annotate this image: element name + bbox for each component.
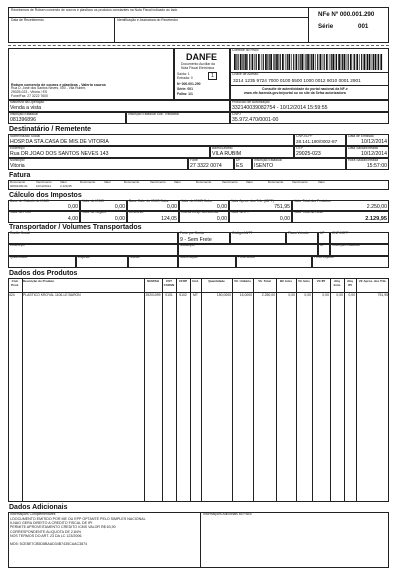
- iest-label: Inscrição Estadual Sub. Tributária: [128, 112, 179, 116]
- produtos-header: Vlr Icms: [298, 279, 310, 283]
- barcode-bar: [375, 54, 377, 70]
- produtos-header: Aliq Icms: [333, 279, 341, 287]
- produtos-cell: 424: [9, 293, 15, 297]
- fatura-header: Valor: [318, 180, 325, 184]
- tr-endereco-box: [8, 244, 178, 256]
- imp-seguro-label: Valor do Seguro: [82, 210, 107, 214]
- tr-qtd-label: Quantidade: [10, 255, 28, 259]
- fatura-header: Vencimento: [150, 180, 166, 184]
- ie-value: 081396896: [10, 117, 36, 123]
- tr-uf-label: UF: [320, 231, 325, 235]
- barcode-bar: [363, 54, 365, 70]
- barcode-bar: [324, 54, 325, 70]
- tr-peso-liquido-label: Peso Líquido: [314, 255, 334, 259]
- produtos-header: Und.: [192, 279, 199, 283]
- barcode-bar: [338, 54, 340, 70]
- impostos-title: Cálculo dos Impostos: [9, 192, 82, 199]
- imp-valor-st-label: Valor do ICMS Subs.: [181, 199, 213, 203]
- barcode-bar: [348, 54, 349, 70]
- dest-ie-label: Inscrição Estadual: [254, 158, 282, 162]
- produtos-header: Vlr. Total: [258, 279, 271, 283]
- barcode-bar: [242, 54, 243, 70]
- barcode-bar: [254, 54, 255, 70]
- produtos-table: [8, 278, 389, 502]
- produtos-cell: 39201099: [145, 293, 161, 297]
- imp-valor-icms-label: Valor do ICMS: [82, 199, 104, 203]
- barcode-bar: [341, 54, 342, 70]
- natureza-label: Natureza da Operação: [10, 100, 45, 104]
- dest-emissao-label: Data de Emissão: [348, 134, 374, 138]
- barcode-bar: [263, 54, 264, 70]
- barcode-bar: [276, 54, 278, 70]
- info-line: NOS TERMOS DO ART. 23 DA LC 123/2006.: [10, 533, 83, 538]
- produtos-col-divider: [330, 278, 331, 502]
- barcode-bar: [280, 54, 281, 70]
- tr-endereco-label: Endereço: [10, 243, 25, 247]
- emitente-phone: Fone/Fax: 27 3222 7600: [11, 94, 48, 98]
- danfe-folha: Folha: 1/1: [177, 92, 193, 96]
- fatura-header: Valor: [60, 180, 67, 184]
- barcode-bar: [331, 54, 332, 70]
- barcode-bar: [369, 54, 371, 70]
- dest-municipio-value: Vitoria: [10, 163, 25, 169]
- dest-uf-label: UF: [236, 158, 241, 162]
- barcode-bar: [252, 54, 254, 70]
- barcode-bar: [322, 54, 323, 70]
- produtos-header: Vlr IPI: [316, 279, 326, 283]
- barcode-bar: [317, 54, 318, 70]
- imp-total-nota-value: 2.129,95: [365, 216, 387, 222]
- info-line: II-NAO GERA DIREITO A CREDITO FISCAL DE IPI: [10, 521, 93, 526]
- danfe-number: Nº 000.001.290: [177, 82, 201, 86]
- imp-outras-label: Outras Desp. Acessórias: [181, 210, 219, 214]
- barcode-bar: [269, 54, 270, 70]
- canhoto-nfe-number: NFe Nº 000.001.290: [318, 11, 375, 18]
- barcode-bar: [307, 54, 309, 70]
- produtos-cell: 0,00: [304, 293, 311, 297]
- produtos-cell: 0,00: [348, 293, 355, 297]
- barcode-bar: [311, 54, 312, 70]
- barcode-bar: [265, 54, 267, 70]
- danfe-subtitle1: Documento Auxiliar da: [181, 62, 215, 66]
- chave-label: Chave de Acesso: [232, 72, 259, 76]
- info-line: I-DOCUMENTO EMITIDO POR ME OU EPP OPTANTE PELO SIMPLES NACIONAL: [10, 517, 146, 521]
- canhoto-serie-label: Série: [318, 23, 334, 30]
- produtos-cell: 15,0000: [239, 293, 252, 297]
- tr-numeracao-label: Numeração: [180, 255, 198, 259]
- barcode-bar: [372, 54, 373, 70]
- canhoto-signature-label: Identificação e Assinatura do Recebedor: [117, 18, 178, 22]
- produtos-cell: 5102: [179, 293, 187, 297]
- produtos-cell: 0,00: [288, 293, 295, 297]
- barcode-bar: [245, 54, 247, 70]
- barcode-bar: [356, 54, 358, 70]
- fatura-header: Documento: [10, 180, 26, 184]
- produtos-col-divider: [356, 278, 357, 502]
- cnpj-label: CNPJ: [232, 112, 241, 116]
- barcode-bar: [300, 54, 301, 70]
- barcode-bar: [378, 54, 379, 70]
- fatura-header: Documento: [124, 180, 140, 184]
- barcode-bar: [249, 54, 250, 70]
- produtos-col-divider: [344, 278, 345, 502]
- dest-emissao-value: 10/12/2014: [361, 139, 387, 145]
- fatura-header: Vencimento: [222, 180, 238, 184]
- barcode-bar: [240, 54, 242, 70]
- canhoto-serie-value: 001: [358, 23, 369, 30]
- imp-seguro-value: 0,00: [114, 216, 125, 222]
- barcode: [234, 54, 384, 70]
- imp-total-prod-label: Valor Total dos Produtos: [294, 199, 331, 203]
- produtos-cell: 0101: [165, 293, 173, 297]
- consulta-line2: www.nfe.fazenda.gov.br/portal ou no site da Sefaz autorizadora: [244, 91, 346, 95]
- imp-base-icms-label: Base de Cálculo do ICMS: [10, 199, 49, 203]
- imp-ipi-label: Valor do IPI: [231, 210, 249, 214]
- produtos-header: CST CSOSN: [163, 279, 175, 287]
- cnpj-value: 35.972.470/0001-00: [232, 117, 279, 123]
- fatura-title: Fatura: [9, 172, 31, 179]
- barcode-bar: [301, 54, 303, 70]
- barcode-bar: [380, 54, 382, 70]
- tr-razao-box: [8, 232, 178, 244]
- dest-saida-value: 10/12/2014: [361, 151, 387, 157]
- produtos-cell: 2.250,00: [261, 293, 275, 297]
- produtos-col-divider: [232, 278, 233, 502]
- tr-peso-bruto-label: Peso Bruto: [238, 255, 255, 259]
- barcode-bar: [267, 54, 268, 70]
- dest-hora-label: Hora Saída/Entrada: [348, 158, 378, 162]
- barcode-bar: [234, 54, 236, 70]
- barcode-bar: [310, 54, 311, 70]
- produtos-cell: PLASTICO KROYAL 1106-LE BARON: [23, 293, 81, 297]
- produtos-col-divider: [296, 278, 297, 502]
- barcode-bar: [278, 54, 279, 70]
- canhoto-divider: [308, 7, 309, 43]
- fatura-header: Valor: [174, 180, 181, 184]
- imp-valor-st-value: 0,00: [216, 204, 227, 210]
- imp-base-st-value: 0,00: [166, 204, 177, 210]
- barcode-bar: [298, 54, 299, 70]
- tr-especie-label: Espécie: [78, 255, 91, 259]
- dest-uf-value: ES: [236, 163, 243, 169]
- barcode-bar: [304, 54, 305, 70]
- produtos-header: Aliq IPI: [347, 279, 353, 287]
- produtos-col-divider: [162, 278, 163, 502]
- controle-fisco-label: Controle do Fisco: [232, 48, 259, 52]
- canhoto-date-label: Data de Recebimento: [11, 18, 44, 22]
- barcode-bar: [273, 54, 274, 70]
- produtos-col-divider: [22, 278, 23, 502]
- imp-desconto-value: 124,05: [161, 216, 177, 222]
- produtos-cell: 0,00: [322, 293, 329, 297]
- info-line: PERMITE APROVEITAMENTO CREDITO ICMS VALOR R$ 63,90: [10, 525, 116, 530]
- barcode-bar: [287, 54, 288, 70]
- imp-desconto-label: Desconto: [129, 210, 144, 214]
- barcode-bar: [291, 54, 292, 70]
- barcode-bar: [282, 54, 284, 70]
- canhoto-vline: [114, 17, 115, 43]
- tr-uf2-label: UF: [320, 243, 325, 247]
- produtos-col-divider: [176, 278, 177, 502]
- fatura-header: Vencimento: [36, 180, 52, 184]
- imp-total-prod-value: 2.250,00: [366, 204, 387, 210]
- produtos-header: Quantidade: [208, 279, 225, 283]
- barcode-bar: [342, 54, 343, 70]
- produtos-cell: 751,95: [377, 293, 388, 297]
- chave-hline2: [230, 85, 389, 86]
- produtos-header: Vlr Aprox. dos Trib.: [358, 279, 387, 283]
- emitente-name: Rotsen comercio de couros e plasticos - Valerio couros: [11, 83, 106, 87]
- info-fisco-label: Informações Adicionais ao Fisco: [203, 512, 252, 516]
- natureza-value: Venda a vista: [10, 105, 42, 111]
- fatura-header: Documento: [268, 180, 284, 184]
- barcode-bar: [256, 54, 257, 70]
- consulta-line1: Consulte de autenticidade do portal nacional da NF-e: [262, 87, 348, 91]
- canhoto-received-text: Recebemos de Rotsen comercio de couros e plasticos os produtos constantes na Nota Fiscal indicado ao lado: [11, 8, 178, 12]
- barcode-bar: [247, 54, 248, 70]
- tr-marca-label: Marca: [130, 255, 140, 259]
- adicionais-title: Dados Adicionais: [9, 504, 68, 511]
- barcode-bar: [335, 54, 336, 70]
- danfe-title: DANFE: [186, 52, 217, 62]
- barcode-bar: [293, 54, 294, 70]
- barcode-bar: [243, 54, 244, 70]
- ie-label: Inscrição Estadual: [10, 112, 38, 116]
- barcode-bar: [238, 54, 239, 70]
- produtos-col-divider: [144, 278, 145, 502]
- danfe-entrada-label: Entrada: 0: [177, 76, 193, 80]
- dest-nome-value: HOSP.DA STA.CASA DE MIS.DE VITORIA: [10, 139, 109, 145]
- tr-municipio-label: Município: [180, 243, 195, 247]
- produtos-cell: MT: [193, 293, 198, 297]
- dest-nome-label: Nome/Razão Social: [10, 134, 40, 138]
- barcode-bar: [236, 54, 237, 70]
- imp-aprox-value: 751,95: [274, 204, 290, 210]
- barcode-bar: [344, 54, 346, 70]
- dest-fone-label: Fone: [190, 158, 198, 162]
- fatura-header: Valor: [104, 180, 111, 184]
- info-line: MD5: 5CEBE7CB5D8BAAD34B7435CAAC3874: [10, 542, 88, 547]
- produtos-col-divider: [201, 278, 202, 502]
- dest-cep-label: CEP: [296, 146, 303, 150]
- tr-frete-value: 9 - Sem Frete: [180, 237, 212, 243]
- barcode-bar: [312, 54, 314, 70]
- danfe-tipo-value: 1: [211, 73, 214, 79]
- dest-cep-value: 29025-023: [296, 151, 321, 157]
- protocolo-label: Protocolo de Autorização: [232, 100, 270, 104]
- dest-cnpj-value: 28.141.190/0002-87: [296, 139, 338, 144]
- dest-bairro-value: VILA RUBIM: [212, 151, 242, 157]
- imp-frete-value: 4,00: [67, 216, 78, 222]
- barcode-bar: [359, 54, 360, 70]
- barcode-bar: [350, 54, 352, 70]
- chave-value: 3214 1235 9724 7000 0100 5500 1000 0012 9010 0001 2901: [233, 78, 361, 83]
- fatura-row-vencimento: 10/12/2014: [36, 184, 52, 188]
- tr-frete-label: Frete por Conta: [180, 231, 204, 235]
- produtos-header: Vlr. Unitário: [234, 279, 251, 283]
- fatura-row-valor: 2.129,95: [60, 184, 72, 188]
- cut-line: [8, 45, 389, 46]
- danfe-saida-label: Saída: 1: [177, 72, 190, 76]
- barcode-bar: [336, 54, 337, 70]
- barcode-bar: [305, 54, 306, 70]
- fatura-row-documento: 00001290-01: [10, 184, 28, 188]
- emitente-address1: Rua D. José dos Santos Neves, 000 - Vila Rubim,: [11, 86, 86, 90]
- barcode-bar: [261, 54, 262, 70]
- imp-valor-icms-value: 0,00: [114, 204, 125, 210]
- emitente-address2: 29025-023 - Vitória / ES: [11, 90, 48, 94]
- transportador-title: Transportador / Volumes Transportados: [9, 224, 142, 231]
- barcode-bar: [361, 54, 362, 70]
- barcode-bar: [329, 54, 330, 70]
- fatura-header: Documento: [196, 180, 212, 184]
- produtos-header: Cód. Prod.: [11, 279, 19, 287]
- fatura-header: Valor: [246, 180, 253, 184]
- tr-ie-label: Inscrição Estadual: [332, 243, 360, 247]
- dest-municipio-box: [8, 158, 188, 170]
- imp-aprox-label: Valor Aprox. dos Trib. (IBPT): [231, 199, 274, 203]
- produtos-cell: 0,00: [336, 293, 343, 297]
- tr-antt-label: Código ANTT: [232, 231, 253, 235]
- barcode-bar: [258, 54, 260, 70]
- imp-ipi-value: 0,00: [279, 216, 290, 222]
- produtos-col-divider: [312, 278, 313, 502]
- tr-razao-label: Razão Social: [10, 231, 30, 235]
- info-complementares-label: Informações Complementares: [10, 512, 56, 516]
- produtos-header: NCM/SH: [147, 279, 159, 283]
- dest-saida-label: Data Saída/Entrada: [348, 146, 378, 150]
- info-line: CORRESPONDENTE ALIQUOTA DE 2,84%: [10, 529, 82, 534]
- barcode-bar: [373, 54, 374, 70]
- adicionais-divider: [200, 512, 201, 568]
- barcode-bar: [288, 54, 290, 70]
- produtos-header: CFOP: [178, 279, 188, 283]
- barcode-bar: [367, 54, 368, 70]
- tr-cnpj-label: CNPJ/CPF: [332, 231, 349, 235]
- danfe-subtitle2: Nota Fiscal Eletrônica: [181, 66, 214, 70]
- produtos-col-divider: [276, 278, 277, 502]
- dest-municipio-label: Município: [10, 158, 25, 162]
- dest-endereco-value: Rua DR.JOAO DOS SANTOS NEVES 143: [10, 151, 109, 157]
- dest-hora-value: 15:57:00: [366, 163, 387, 169]
- dest-endereco-label: Endereço: [10, 146, 25, 150]
- produtos-cell: 150,0000: [216, 293, 231, 297]
- produtos-header: Descrição do Produto: [23, 279, 55, 283]
- fatura-header: Vencimento: [292, 180, 308, 184]
- barcode-bar: [270, 54, 272, 70]
- fatura-header: Documento: [80, 180, 96, 184]
- barcode-bar: [315, 54, 316, 70]
- produtos-col-divider: [190, 278, 191, 502]
- imp-base-st-label: Base Cálc. do ICMS Subs.: [129, 199, 170, 203]
- produtos-header: BC Icms: [279, 279, 292, 283]
- dest-cnpj-label: CNPJ/CPF: [296, 134, 313, 138]
- barcode-bar: [353, 54, 354, 70]
- destinatario-title: Destinatário / Remetente: [9, 126, 92, 133]
- danfe-serie: Série: 001: [177, 87, 194, 91]
- barcode-bar: [320, 54, 322, 70]
- barcode-bar: [377, 54, 378, 70]
- barcode-bar: [354, 54, 355, 70]
- protocolo-value: 332140039082754 - 10/12/2014 15:59:55: [232, 105, 328, 111]
- barcode-bar: [366, 54, 367, 70]
- imp-frete-label: Valor do Frete: [10, 210, 32, 214]
- barcode-bar: [346, 54, 347, 70]
- barcode-bar: [285, 54, 286, 70]
- imp-outras-value: 0,00: [216, 216, 227, 222]
- barcode-bar: [326, 54, 328, 70]
- dest-ie-value: ISENTO: [254, 163, 274, 169]
- produtos-col-divider: [253, 278, 254, 502]
- imp-base-icms-value: 0,00: [67, 204, 78, 210]
- imp-total-nota-label: Valor Total da Nota: [294, 210, 323, 214]
- barcode-bar: [296, 54, 298, 70]
- tr-placa-label: Placa Veículo: [288, 231, 309, 235]
- produtos-title: Dados dos Produtos: [9, 270, 78, 277]
- dest-bairro-label: Bairro/Distrito: [212, 146, 233, 150]
- barcode-bar: [274, 54, 275, 70]
- barcode-bar: [332, 54, 334, 70]
- dest-fone-value: 27 3322 0074: [190, 163, 222, 169]
